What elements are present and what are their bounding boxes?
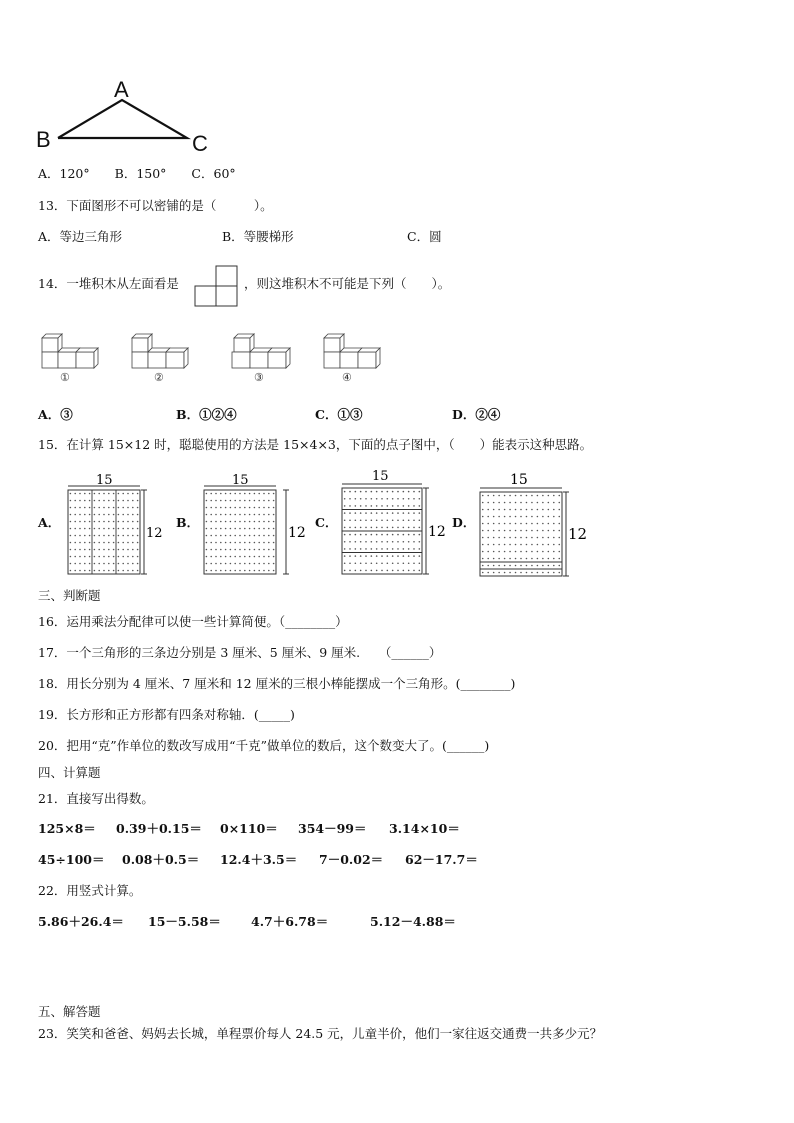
q18: 18．用长分别为 4 厘米、7 厘米和 12 厘米的三根小棒能摆成一个三角形。(________) (38, 676, 516, 691)
calc-row3-item4: 5.12－4.88＝ (370, 914, 456, 929)
q12-options: A．120° B．150° C．60° (38, 166, 236, 181)
q13-option-c: C．圆 (407, 229, 442, 244)
block-figure-4 (320, 330, 384, 374)
dot-grid-d (474, 468, 586, 580)
section-5-title: 五、解答题 (38, 1004, 101, 1019)
calc-row2-item1: 45÷100＝ (38, 852, 105, 867)
block-figure-3 (228, 330, 294, 374)
q13-option-a: A．等边三角形 (38, 229, 123, 244)
calc-row1-item3: 0×110＝ (220, 821, 278, 836)
dot-grid-c-top-label: 15 (372, 469, 389, 484)
side-label: 12 (568, 525, 588, 543)
section-3-title: 三、判断题 (38, 588, 101, 603)
block-figure-4-label: ④ (342, 371, 352, 384)
dot-grid-c (338, 466, 446, 578)
q14-stem-after: ，则这堆积木不可能是下列（ ）。 (244, 276, 451, 291)
calc-row3-item2: 15－5.58＝ (148, 914, 221, 929)
dot-grid-a-top-label: 15 (96, 473, 113, 488)
grid-border (480, 492, 562, 576)
q15-stem: 15．在计算 15×12 时，聪聪使用的方法是 15×4×3，下面的点子图中，（ ）能表示这种思路。 (38, 437, 593, 452)
vertex-b-label: B (36, 127, 51, 152)
q22: 22．用竖式计算。 (38, 883, 142, 898)
q14-option-a: A．③ (38, 407, 73, 422)
q16: 16．运用乘法分配律可以使一些计算简便。（________） (38, 614, 348, 629)
vertex-c-label: C (192, 131, 208, 156)
side-label: 12 (288, 525, 306, 541)
q15-option-c-letter: C． (315, 515, 338, 530)
q21: 21．直接写出得数。 (38, 791, 154, 806)
side-label: 12 (146, 526, 163, 541)
section-4-title: 四、计算题 (38, 765, 101, 780)
block-figure-2-label: ② (154, 371, 164, 384)
dot-grid-d-top-label: 15 (510, 472, 528, 488)
q15-option-d-letter: D． (452, 515, 476, 530)
grid-border (204, 490, 276, 574)
calc-row2-item4: 7－0.02＝ (319, 852, 384, 867)
q20: 20．把用“克”作单位的数改写成用“千克”做单位的数后，这个数变大了。(______) (38, 738, 490, 753)
side-label: 12 (428, 524, 446, 540)
calc-row1-item5: 3.14×10＝ (389, 821, 460, 836)
calc-row2-item2: 0.08＋0.5＝ (122, 852, 200, 867)
calc-row2-item5: 62－17.7＝ (405, 852, 478, 867)
q13-option-b: B．等腰梯形 (222, 229, 294, 244)
dot-grid-b (200, 470, 304, 578)
dot-grid-b-top-label: 15 (232, 473, 249, 488)
left-view-figure (193, 264, 241, 308)
block-figure-1-label: ① (60, 371, 70, 384)
calc-row2-item3: 12.4＋3.5＝ (220, 852, 298, 867)
dot-grid-a (62, 470, 166, 578)
calc-row3-item1: 5.86＋26.4＝ (38, 914, 124, 929)
calc-row1-item2: 0.39＋0.15＝ (116, 821, 202, 836)
calc-row1-item1: 125×8＝ (38, 821, 96, 836)
calc-row1-item4: 354－99＝ (298, 821, 367, 836)
q17: 17．一个三角形的三条边分别是 3 厘米、5 厘米、9 厘米. （______） (38, 645, 442, 660)
q14-option-c: C．①③ (315, 407, 363, 422)
calc-row3-item3: 4.7＋6.78＝ (251, 914, 329, 929)
block-figure-2 (128, 330, 198, 374)
q14-stem-before: 14．一堆积木从左面看是 (38, 276, 179, 291)
q13-stem: 13．下面图形不可以密铺的是（ ）。 (38, 198, 273, 213)
block-figure-1 (38, 330, 102, 374)
vertex-a-label: A (114, 77, 129, 102)
block-figure-3-label: ③ (254, 371, 264, 384)
q15-option-a-letter: A． (38, 515, 61, 530)
q14-option-d: D．②④ (452, 407, 501, 422)
q15-option-b-letter: B． (176, 515, 200, 530)
grid-border (68, 490, 140, 574)
q14-option-b: B．①②④ (176, 407, 237, 422)
q19: 19．长方形和正方形都有四条对称轴．(_____) (38, 707, 295, 722)
q23: 23．笑笑和爸爸、妈妈去长城，单程票价每人 24.5 元，儿童半价，他们一家往返交通费一共多少元？ (38, 1026, 603, 1041)
